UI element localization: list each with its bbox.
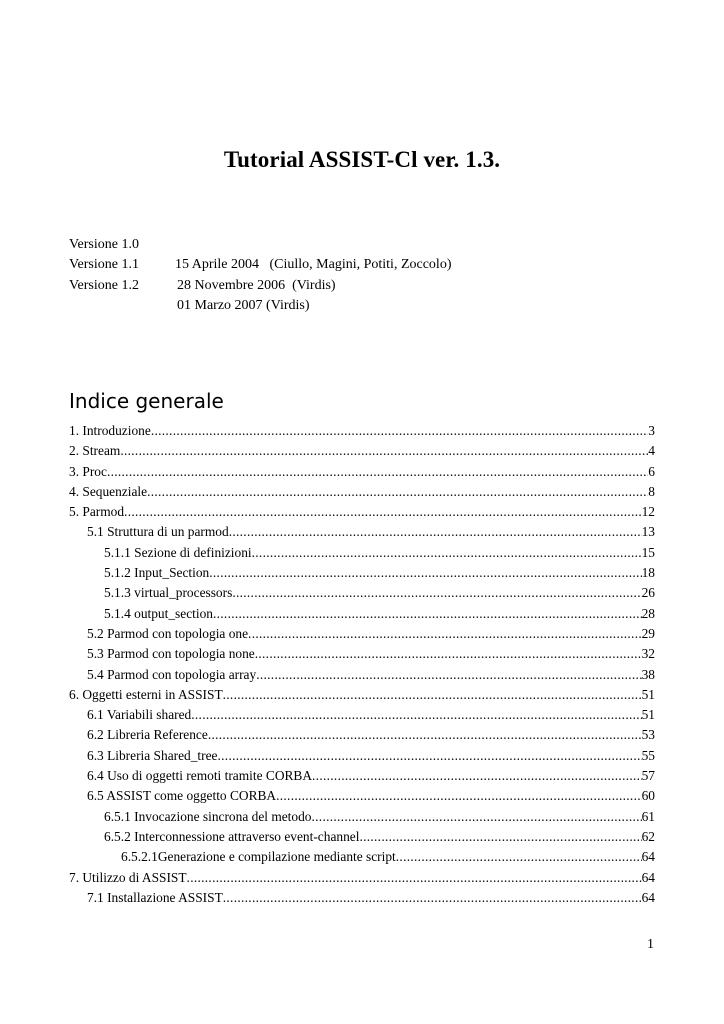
toc-dot-leader: [359, 827, 641, 847]
toc-dot-leader: [396, 847, 642, 867]
toc-entry-title: 3. Proc: [69, 463, 107, 479]
toc-entry-page: 55: [641, 747, 655, 763]
version-detail: 28 Novembre 2006 (Virdis): [177, 277, 336, 293]
toc-entry[interactable]: [69, 604, 655, 624]
toc-entry[interactable]: [69, 705, 655, 725]
toc-entry-title: 2. Stream: [69, 443, 121, 459]
toc-dot-leader: [276, 786, 642, 806]
toc-entry-title: 5.1.4 output_section: [104, 605, 213, 621]
toc-dot-leader: [229, 522, 642, 542]
toc-entry-title: 6.4 Uso di oggetti remoti tramite CORBA: [87, 768, 313, 784]
version-label: Versione 1.0: [69, 236, 139, 252]
table-of-contents: [69, 421, 655, 908]
version-history: [69, 214, 452, 313]
toc-entry-title: 7. Utilizzo di ASSIST: [69, 869, 187, 885]
toc-entry-title: 7.1 Installazione ASSIST: [87, 889, 223, 905]
toc-entry[interactable]: [69, 868, 655, 888]
toc-entry[interactable]: [69, 624, 655, 644]
toc-entry[interactable]: [69, 644, 655, 664]
toc-heading: Indice generale: [69, 389, 224, 413]
toc-entry-title: 6.5.1 Invocazione sincrona del metodo: [104, 808, 312, 824]
toc-entry-page: 32: [641, 646, 655, 662]
document-title: Tutorial ASSIST-Cl ver. 1.3.: [223, 147, 501, 172]
toc-entry-page: 13: [641, 524, 655, 540]
toc-entry-title: 5.1 Struttura di un parmod: [87, 524, 229, 540]
toc-dot-leader: [107, 462, 648, 482]
toc-entry-title: 6.5.2 Interconnessione attraverso event-channel: [104, 828, 360, 844]
toc-entry-title: 6.5 ASSIST come oggetto CORBA: [87, 788, 277, 804]
toc-dot-leader: [223, 685, 642, 705]
toc-entry-title: 6.2 Libreria Reference: [87, 727, 208, 743]
toc-entry[interactable]: [69, 563, 655, 583]
toc-entry-page: 51: [641, 707, 655, 723]
toc-entry-title: 5.4 Parmod con topologia array: [87, 666, 257, 682]
toc-dot-leader: [191, 705, 641, 725]
toc-dot-leader: [147, 482, 648, 502]
page-number: 1: [647, 937, 654, 952]
toc-entry[interactable]: [69, 766, 655, 786]
toc-entry-page: 28: [641, 605, 655, 621]
toc-entry[interactable]: [69, 441, 655, 461]
toc-entry-title: 5.2 Parmod con topologia one: [87, 625, 249, 641]
toc-entry[interactable]: [69, 522, 655, 542]
version-detail: 15 Aprile 2004 (Ciullo, Magini, Potiti, Zoccolo): [175, 257, 452, 272]
toc-entry-page: 18: [641, 565, 655, 581]
toc-entry[interactable]: [69, 665, 655, 685]
toc-dot-leader: [255, 644, 642, 664]
toc-dot-leader: [312, 766, 642, 786]
version-detail: 01 Marzo 2007 (Virdis): [177, 298, 310, 313]
toc-entry[interactable]: [69, 482, 655, 502]
toc-entry-title: 5.3 Parmod con topologia none: [87, 646, 255, 662]
toc-dot-leader: [151, 421, 648, 441]
toc-entry-page: 53: [641, 727, 655, 743]
toc-entry-title: 5.1.1 Sezione di definizioni: [104, 544, 252, 560]
toc-entry-title: 6.5.2.1Generazione e compilazione mediante script: [121, 849, 396, 865]
toc-entry[interactable]: [69, 421, 655, 441]
toc-entry[interactable]: [69, 786, 655, 806]
toc-entry-page: 57: [641, 768, 655, 784]
toc-entry-page: 61: [641, 808, 655, 824]
toc-entry-page: 38: [641, 666, 655, 682]
toc-entry[interactable]: [69, 543, 655, 563]
toc-entry[interactable]: [69, 502, 655, 522]
toc-entry-page: 3: [648, 423, 655, 438]
toc-dot-leader: [187, 868, 642, 888]
toc-dot-leader: [248, 624, 642, 644]
toc-dot-leader: [209, 563, 641, 583]
toc-entry-page: 6: [648, 463, 655, 479]
toc-entry-title: 1. Introduzione: [69, 423, 151, 438]
toc-entry-page: 64: [641, 889, 655, 905]
toc-entry-page: 60: [641, 788, 655, 804]
toc-dot-leader: [256, 665, 641, 685]
toc-dot-leader: [124, 502, 642, 522]
toc-entry[interactable]: [69, 827, 655, 847]
toc-entry-page: 12: [641, 504, 655, 520]
toc-dot-leader: [213, 604, 642, 624]
toc-entry[interactable]: [69, 583, 655, 603]
toc-entry-page: 15: [641, 544, 655, 560]
toc-entry[interactable]: [69, 462, 655, 482]
toc-entry-page: 64: [641, 849, 655, 865]
toc-entry[interactable]: [69, 888, 655, 908]
toc-entry-title: 5.1.3 virtual_processors: [104, 585, 233, 601]
toc-dot-leader: [232, 583, 641, 603]
toc-entry-title: 5. Parmod: [69, 504, 125, 520]
toc-dot-leader: [312, 807, 642, 827]
toc-dot-leader: [218, 746, 642, 766]
toc-entry-page: 4: [648, 443, 655, 459]
toc-entry[interactable]: [69, 685, 655, 705]
toc-entry[interactable]: [69, 746, 655, 766]
toc-entry-title: 5.1.2 Input_Section: [104, 565, 210, 581]
version-label: Versione 1.2: [69, 277, 139, 293]
toc-dot-leader: [120, 441, 648, 461]
toc-entry[interactable]: [69, 847, 655, 867]
toc-entry-page: 8: [648, 483, 655, 499]
toc-entry-page: 62: [641, 828, 655, 844]
toc-entry-page: 29: [641, 625, 655, 641]
toc-dot-leader: [208, 725, 642, 745]
toc-dot-leader: [252, 543, 642, 563]
toc-entry-title: 6.1 Variabili shared: [87, 707, 192, 723]
toc-entry-title: 6.3 Libreria Shared_tree: [87, 747, 218, 763]
toc-dot-leader: [223, 888, 642, 908]
toc-entry-page: 64: [641, 869, 655, 885]
toc-entry-page: 26: [641, 585, 655, 601]
toc-entry-title: 6. Oggetti esterni in ASSIST: [69, 686, 223, 702]
version-label: Versione 1.1: [69, 257, 139, 272]
toc-entry-page: 51: [641, 686, 655, 702]
toc-entry-title: 4. Sequenziale: [69, 483, 148, 499]
toc-entry[interactable]: [69, 725, 655, 745]
toc-entry[interactable]: [69, 807, 655, 827]
